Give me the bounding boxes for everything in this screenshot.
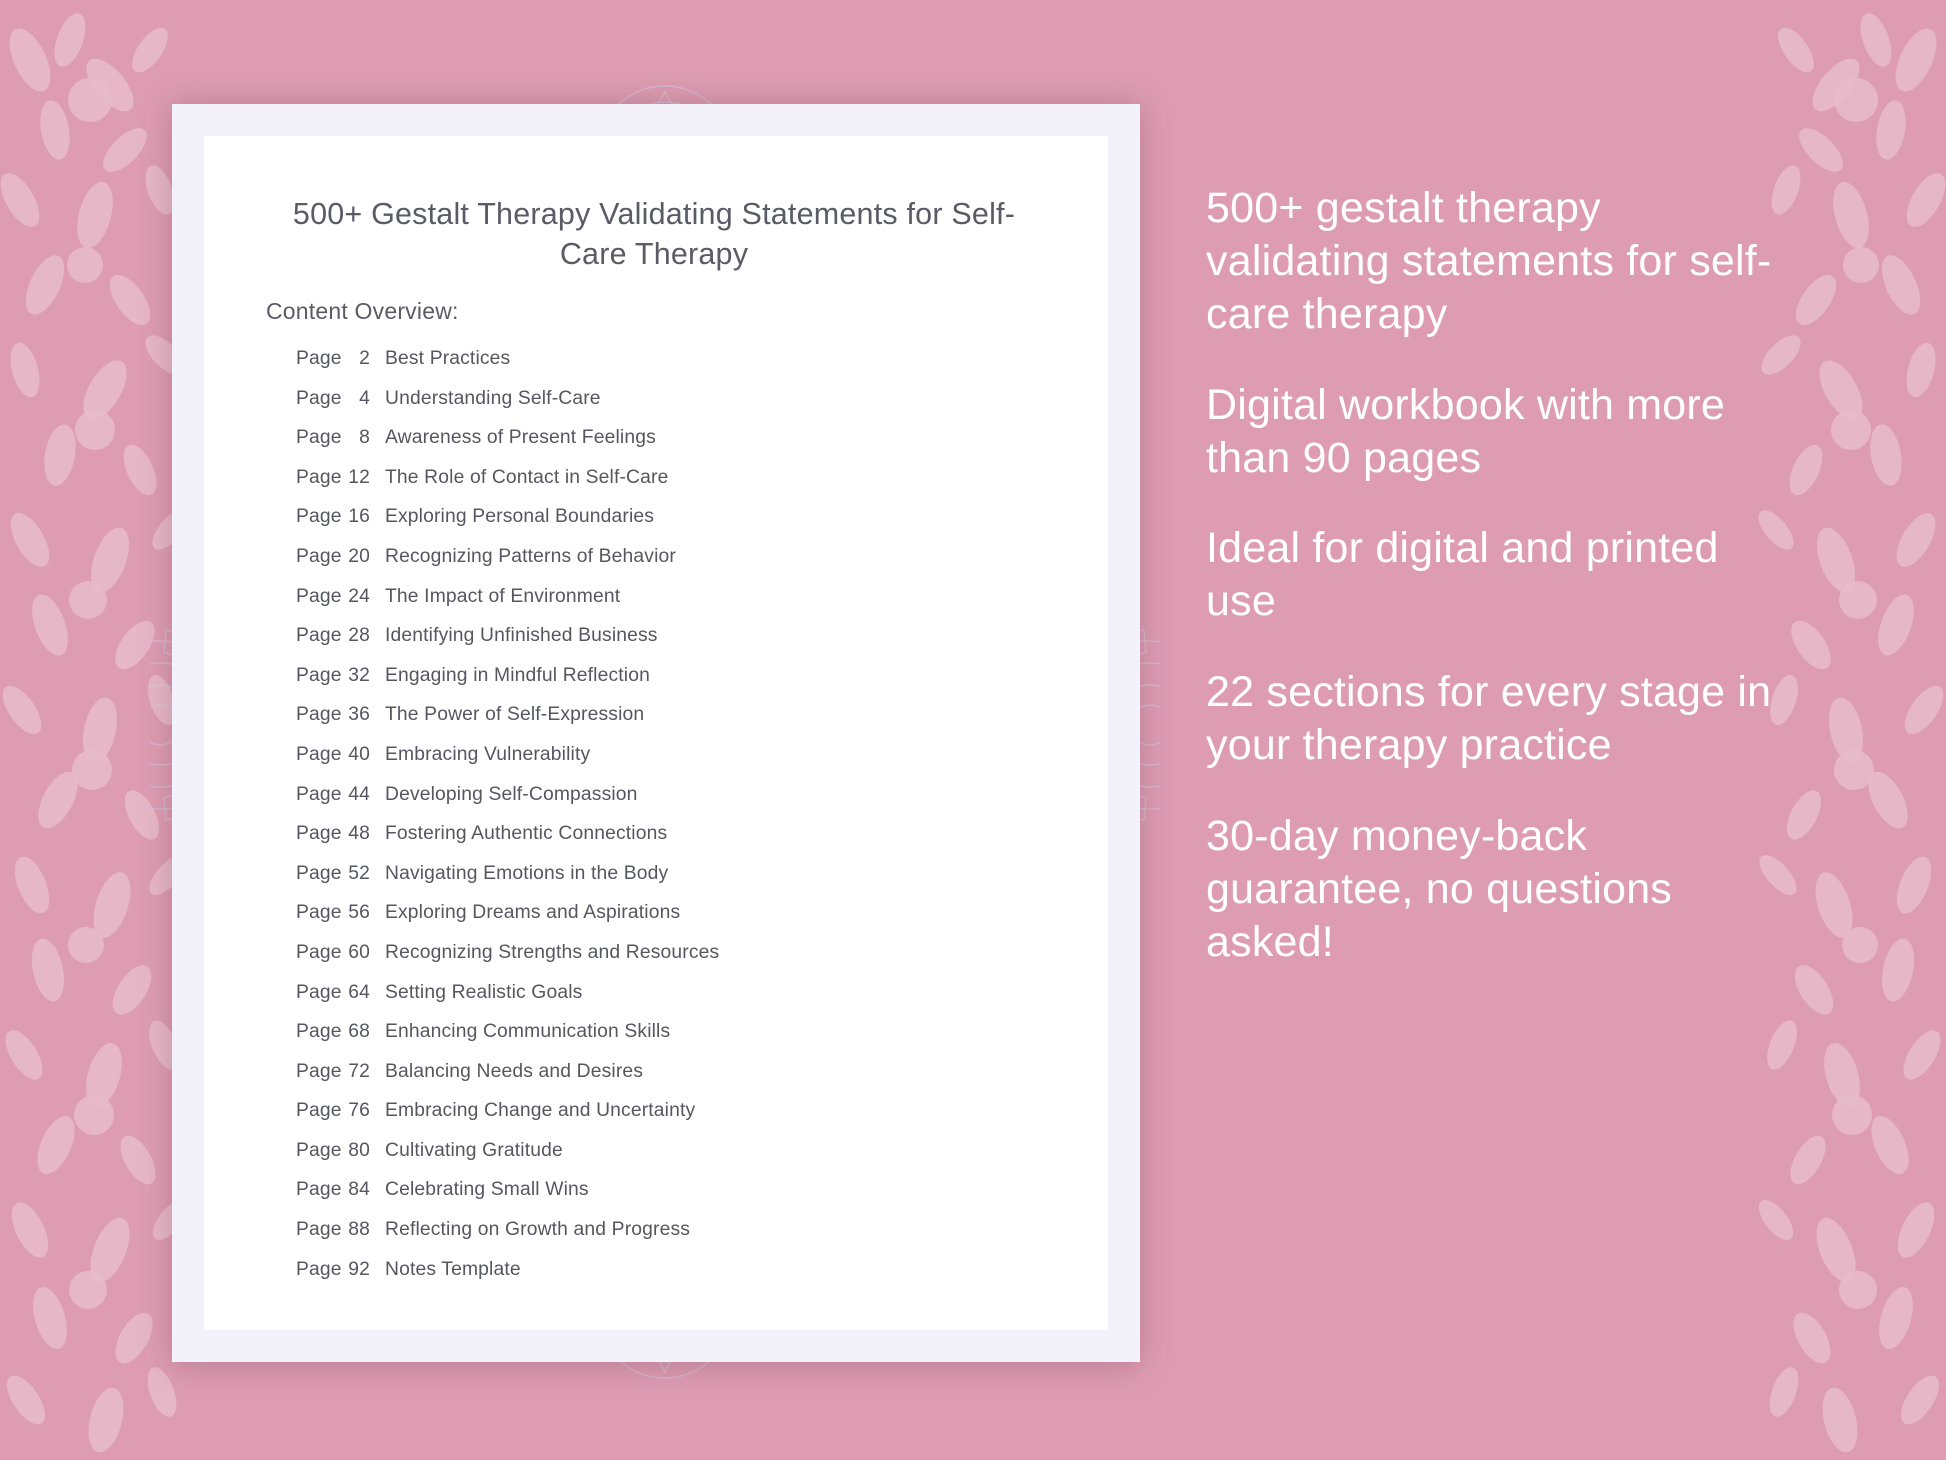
content-overview-label: Content Overview:: [266, 298, 459, 324]
toc-row: [296, 1219, 1078, 1259]
toc-page-number: 24: [348, 585, 370, 607]
toc-page-word: Page: [296, 1258, 342, 1280]
toc-row: [296, 704, 1078, 744]
toc-page-word: Page: [296, 1179, 342, 1201]
toc-page-number: 20: [348, 545, 370, 567]
toc-page-word: Page: [296, 981, 342, 1003]
toc-entry-label: Exploring Personal Boundaries: [385, 506, 655, 528]
toc-page-number: 52: [348, 862, 370, 884]
page-title: 500+ Gestalt Therapy Validating Statements for Self-Care Therapy: [292, 197, 1016, 272]
toc-entry-label: Balancing Needs and Desires: [385, 1060, 644, 1082]
toc-entry-label: Cultivating Gratitude: [385, 1139, 563, 1161]
toc-page-word: Page: [296, 1100, 342, 1122]
toc-row: [296, 546, 1078, 586]
toc-page-number: 28: [348, 625, 370, 647]
toc-entry-label: Reflecting on Growth and Progress: [385, 1219, 691, 1241]
marketing-line: Digital workbook with more than 90 pages: [1206, 380, 1725, 482]
toc-page-word: Page: [296, 743, 342, 765]
toc-row: [296, 863, 1078, 903]
toc-page-number: 48: [348, 823, 370, 845]
toc-page-word: Page: [296, 506, 342, 528]
toc-entry-label: Setting Realistic Goals: [385, 981, 583, 1003]
toc-row: [296, 506, 1078, 546]
toc-row: [296, 625, 1078, 665]
toc-row: [296, 1259, 1078, 1299]
toc-row: [296, 823, 1078, 863]
toc-row: [296, 982, 1078, 1022]
toc-entry-label: Exploring Dreams and Aspirations: [385, 902, 681, 924]
toc-row: [296, 586, 1078, 626]
toc-entry-label: Fostering Authentic Connections: [385, 823, 668, 845]
toc-row: [296, 388, 1078, 428]
marketing-line: 22 sections for every stage in your therapy practice: [1206, 668, 1772, 769]
toc-row: [296, 744, 1078, 784]
toc-page-word: Page: [296, 664, 342, 686]
toc-page-word: Page: [296, 1139, 342, 1161]
toc-page-word: Page: [296, 348, 342, 369]
toc-page-word: Page: [296, 862, 342, 884]
toc-entry-label: Identifying Unfinished Business: [385, 625, 658, 647]
marketing-copy: [1206, 182, 1786, 969]
toc-page-word: Page: [296, 387, 342, 409]
toc-page-number: 60: [348, 941, 370, 963]
document-page-inner: [204, 136, 1108, 1330]
toc-entry-label: Recognizing Strengths and Resources: [385, 941, 720, 963]
toc-entry-label: Understanding Self-Care: [385, 387, 601, 409]
toc-entry-label: Notes Template: [385, 1258, 521, 1280]
toc-page-number: 2: [359, 348, 370, 369]
toc-entry-label: Best Practices: [385, 348, 511, 369]
toc-row: [296, 784, 1078, 824]
toc-entry-label: Celebrating Small Wins: [385, 1179, 589, 1201]
toc-page-word: Page: [296, 427, 342, 449]
toc-page-word: Page: [296, 1219, 342, 1241]
toc-row: [296, 1140, 1078, 1180]
toc-row: [296, 1179, 1078, 1219]
toc-page-word: Page: [296, 1021, 342, 1043]
toc-row: [296, 942, 1078, 982]
toc-page-word: Page: [296, 902, 342, 924]
toc-row: [296, 348, 1078, 388]
toc-entry-label: The Role of Contact in Self-Care: [385, 466, 669, 488]
toc-page-number: 88: [348, 1219, 370, 1241]
toc-row: [296, 427, 1078, 467]
toc-row: [296, 467, 1078, 507]
toc-entry-label: The Power of Self-Expression: [385, 704, 645, 726]
toc-entry-label: Engaging in Mindful Reflection: [385, 664, 650, 686]
toc-entry-label: The Impact of Environment: [385, 585, 621, 607]
document-page: [172, 104, 1140, 1362]
toc-page-number: 12: [348, 466, 370, 488]
toc-page-number: 16: [348, 506, 370, 528]
toc-page-word: Page: [296, 823, 342, 845]
toc-row: [296, 1061, 1078, 1101]
toc-entry-label: Navigating Emotions in the Body: [385, 862, 669, 884]
toc-page-number: 32: [348, 664, 370, 686]
toc-row: [296, 902, 1078, 942]
toc-page-number: 76: [348, 1100, 370, 1122]
toc-page-word: Page: [296, 783, 342, 805]
toc-page-word: Page: [296, 625, 342, 647]
toc-page-word: Page: [296, 545, 342, 567]
toc-page-number: 8: [359, 427, 370, 449]
toc-page-number: 80: [348, 1139, 370, 1161]
toc-page-number: 40: [348, 743, 370, 765]
table-of-contents: [296, 348, 1078, 1298]
toc-page-word: Page: [296, 704, 342, 726]
toc-entry-label: Awareness of Present Feelings: [385, 427, 656, 449]
toc-page-number: 72: [348, 1060, 370, 1082]
toc-row: [296, 1100, 1078, 1140]
toc-row: [296, 665, 1078, 705]
toc-entry-label: Embracing Vulnerability: [385, 743, 591, 765]
marketing-line: 500+ gestalt therapy validating statements for self-care therapy: [1206, 184, 1772, 338]
toc-page-number: 84: [348, 1179, 370, 1201]
toc-page-number: 64: [348, 981, 370, 1003]
toc-page-number: 56: [348, 902, 370, 924]
toc-page-number: 68: [348, 1021, 370, 1043]
toc-page-word: Page: [296, 585, 342, 607]
toc-entry-label: Enhancing Communication Skills: [385, 1021, 671, 1043]
toc-page-word: Page: [296, 941, 342, 963]
floral-border-left-icon: [0, 0, 190, 1460]
toc-page-number: 4: [359, 387, 370, 409]
marketing-line: Ideal for digital and printed use: [1206, 524, 1719, 626]
toc-page-number: 36: [348, 704, 370, 726]
toc-page-number: 92: [348, 1258, 370, 1280]
toc-row: [296, 1021, 1078, 1061]
toc-entry-label: Embracing Change and Uncertainty: [385, 1100, 696, 1122]
toc-page-word: Page: [296, 466, 342, 488]
toc-entry-label: Developing Self-Compassion: [385, 783, 638, 805]
marketing-line: 30-day money-back guarantee, no questions asked!: [1206, 811, 1673, 966]
toc-page-number: 44: [348, 783, 370, 805]
toc-page-word: Page: [296, 1060, 342, 1082]
toc-entry-label: Recognizing Patterns of Behavior: [385, 545, 676, 567]
